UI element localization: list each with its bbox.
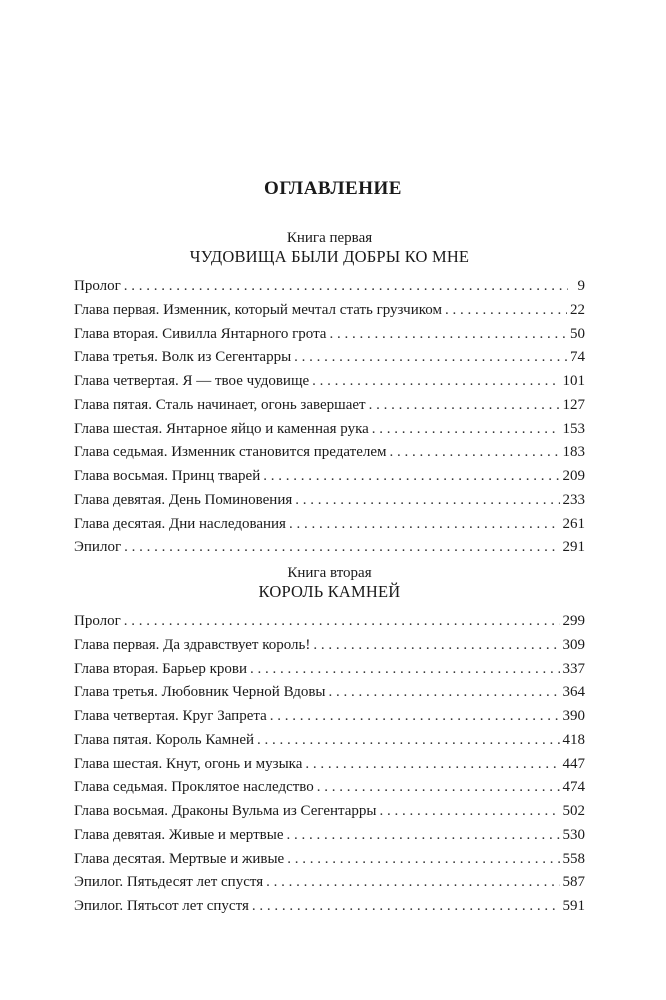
- toc-entry: [74, 489, 585, 513]
- toc-list: [74, 610, 585, 919]
- toc-entry-page-number: 22: [570, 301, 585, 318]
- toc-entry: [74, 895, 585, 919]
- toc-entry: [74, 370, 585, 394]
- page-title: ОГЛАВЛЕНИЕ: [264, 178, 402, 199]
- toc-entry-title: Глава четвертая. Я — твое чудовище: [74, 373, 310, 389]
- dot-leader: [369, 394, 560, 418]
- dot-leader: [313, 634, 559, 658]
- toc-entry-page-number: 447: [562, 755, 585, 772]
- toc-entry-page-number: 591: [562, 898, 585, 914]
- toc-entry: [74, 681, 585, 705]
- toc-entry: [74, 323, 585, 347]
- toc-entry-title: Пролог: [74, 613, 121, 629]
- toc-entry: [74, 513, 585, 537]
- toc-entry-title: Глава девятая. День Поминовения: [74, 491, 293, 508]
- toc-entry-title: Глава вторая. Сивилла Янтарного грота: [74, 325, 327, 342]
- dot-leader: [329, 323, 567, 347]
- toc-list: [74, 275, 585, 560]
- toc-entry: [74, 848, 585, 872]
- toc-entry: [74, 634, 585, 658]
- toc-entry-title: Глава первая. Да здравствует король!: [74, 636, 311, 653]
- dot-leader: [270, 705, 560, 729]
- toc-entry: [74, 536, 585, 560]
- dot-leader: [372, 418, 560, 442]
- toc-entry-title: Глава десятая. Мертвые и живые: [74, 850, 285, 867]
- toc-entry-title: Глава первая. Изменник, который мечтал стать грузчиком: [74, 301, 442, 318]
- dot-leader: [287, 848, 559, 872]
- toc-entry-page-number: 183: [562, 444, 585, 461]
- dot-leader: [329, 681, 560, 705]
- toc-entry-page-number: 261: [562, 515, 585, 532]
- toc-entry-page-number: 390: [562, 708, 585, 724]
- toc-entry-page-number: 530: [562, 826, 585, 843]
- dot-leader: [305, 753, 559, 777]
- book-section-1: [74, 229, 585, 560]
- toc-entry-title: Глава третья. Волк из Сегентарры: [74, 349, 292, 366]
- dot-leader: [124, 275, 568, 299]
- dot-leader: [295, 489, 559, 513]
- toc-entry-page-number: 587: [562, 874, 585, 891]
- dot-leader: [263, 465, 559, 489]
- toc-entry: [74, 753, 585, 777]
- toc-entry-title: Глава пятая. Король Камней: [74, 731, 255, 748]
- book-name: КОРОЛЬ КАМНЕЙ: [258, 582, 401, 601]
- toc-entry-title: Глава восьмая. Принц тварей: [74, 468, 261, 484]
- toc-entry: [74, 705, 585, 729]
- toc-entry-page-number: 299: [562, 613, 585, 629]
- dot-leader: [379, 800, 559, 824]
- toc-entry-title: Глава восьмая. Драконы Вульма из Сегентарры: [74, 803, 377, 819]
- dot-leader: [317, 776, 560, 800]
- book-name: ЧУДОВИЩА БЫЛИ ДОБРЫ КО МНЕ: [189, 247, 470, 266]
- toc-entry-page-number: 9: [577, 278, 585, 294]
- dot-leader: [294, 346, 567, 370]
- toc-entry: [74, 729, 585, 753]
- dot-leader: [289, 513, 560, 537]
- toc-entry-page-number: 309: [562, 636, 585, 653]
- toc-entry-title: Глава седьмая. Изменник становится предателем: [74, 444, 387, 461]
- book-label: Книга первая: [286, 230, 373, 246]
- toc-entry-page-number: 337: [562, 660, 585, 677]
- toc-entry-title: Эпилог. Пятьдесят лет спустя: [74, 874, 264, 891]
- toc-entry-page-number: 101: [562, 373, 585, 389]
- dot-leader: [287, 824, 560, 848]
- dot-leader: [445, 299, 567, 323]
- toc-entry-title: Глава шестая. Янтарное яйцо и каменная рука: [74, 420, 369, 437]
- book-label: Книга вторая: [287, 565, 372, 581]
- toc-entry: [74, 800, 585, 824]
- toc-entry: [74, 871, 585, 895]
- toc-entry-title: Глава десятая. Дни наследования: [74, 515, 286, 532]
- dot-leader: [390, 441, 560, 465]
- toc-entry-title: Глава вторая. Барьер крови: [74, 660, 248, 677]
- dot-leader: [266, 871, 559, 895]
- toc-entry-page-number: 502: [562, 803, 585, 819]
- toc-entry-page-number: 364: [562, 684, 585, 701]
- toc-entry: [74, 441, 585, 465]
- toc-entry-page-number: 127: [562, 396, 585, 413]
- toc-entry: [74, 465, 585, 489]
- toc-entry-title: Пролог: [74, 278, 121, 294]
- toc-entry-title: Глава третья. Любовник Черной Вдовы: [74, 684, 326, 701]
- book-section-2: [74, 564, 585, 919]
- dot-leader: [252, 895, 560, 919]
- toc-entry: [74, 394, 585, 418]
- toc-entry: [74, 658, 585, 682]
- toc-entry-title: Эпилог. Пятьсот лет спустя: [74, 898, 249, 914]
- toc-entry-title: Эпилог: [74, 539, 122, 556]
- toc-entry: [74, 776, 585, 800]
- toc-entry-page-number: 418: [562, 731, 585, 748]
- dot-leader: [250, 658, 559, 682]
- toc-entry-page-number: 558: [562, 850, 585, 867]
- toc-entry-title: Глава пятая. Сталь начинает, огонь завершает: [74, 396, 366, 413]
- dot-leader: [124, 536, 559, 560]
- toc-entry-title: Глава четвертая. Круг Запрета: [74, 708, 267, 724]
- toc-entry-page-number: 153: [562, 420, 585, 437]
- toc-entry-page-number: 474: [562, 779, 585, 796]
- toc-entry: [74, 418, 585, 442]
- toc-entry-title: Глава седьмая. Проклятое наследство: [74, 779, 314, 796]
- toc-entry: [74, 299, 585, 323]
- dot-leader: [312, 370, 559, 394]
- dot-leader: [124, 610, 560, 634]
- toc-entry: [74, 824, 585, 848]
- toc-entry-title: Глава шестая. Кнут, огонь и музыка: [74, 755, 303, 772]
- toc-entry-page-number: 291: [562, 539, 585, 556]
- toc-entry-page-number: 50: [570, 325, 585, 342]
- toc-entry: [74, 346, 585, 370]
- dot-leader: [257, 729, 559, 753]
- toc-entry-page-number: 74: [570, 349, 585, 366]
- toc-entry: [74, 275, 585, 299]
- toc-entry-title: Глава девятая. Живые и мертвые: [74, 826, 284, 843]
- toc-entry-page-number: 233: [562, 491, 585, 508]
- toc-entry-page-number: 209: [562, 468, 585, 484]
- toc-entry: [74, 610, 585, 634]
